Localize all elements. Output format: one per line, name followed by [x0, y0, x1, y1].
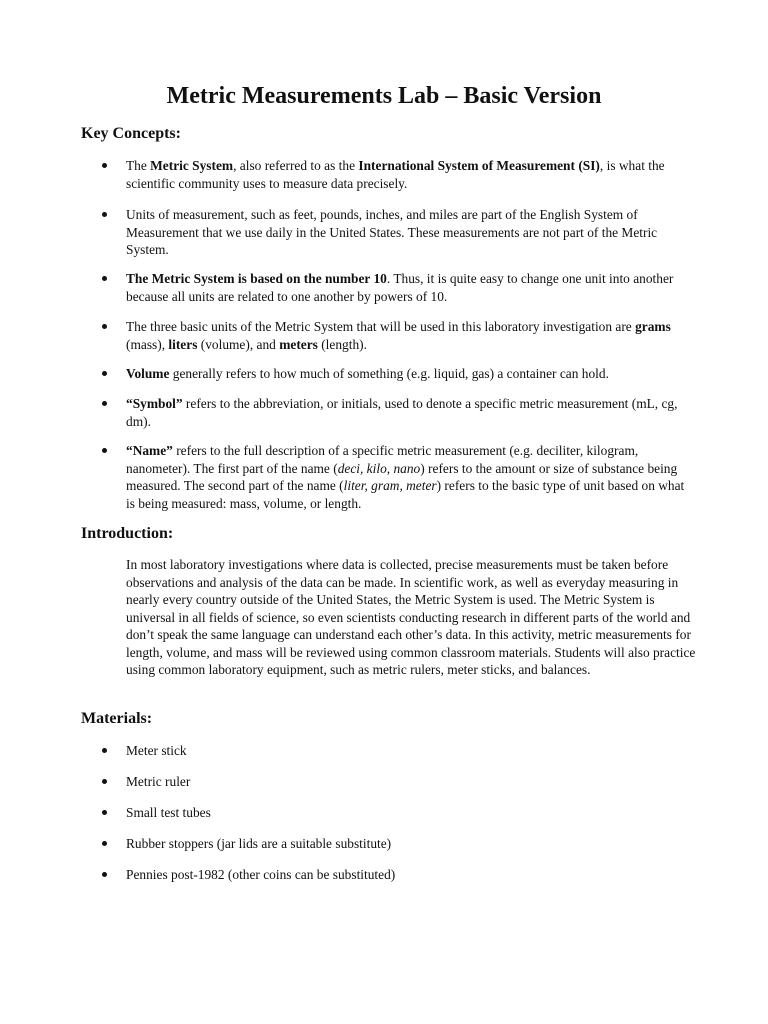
bullet-icon [102, 324, 107, 329]
list-item-text: Rubber stoppers (jar lids are a suitable substitute) [126, 836, 392, 851]
bullet-icon [102, 212, 107, 217]
list-item [102, 206, 692, 259]
list-item-text: Metric ruler [126, 774, 191, 789]
list-item-text: Small test tubes [126, 805, 211, 820]
list-item [102, 442, 692, 512]
bullet-icon [102, 779, 107, 784]
list-item-text: Volume generally refers to how much of something (e.g. liquid, gas) a container can hold. [126, 366, 609, 381]
bullet-icon [102, 371, 107, 376]
bullet-icon [102, 748, 107, 753]
bullet-icon [102, 810, 107, 815]
list-item-text: The Metric System is based on the number 10. Thus, it is quite easy to change one unit into another because all units are related to one another by powers of 10. [126, 271, 674, 304]
list-item [102, 804, 692, 822]
materials-heading: Materials: [81, 710, 153, 727]
bullet-icon [102, 401, 107, 406]
list-item-text: The Metric System, also referred to as the International System of Measurement (SI), is what the scientific community uses to measure data precisely. [126, 158, 665, 191]
bullet-icon [102, 163, 107, 168]
list-item-text: Meter stick [126, 743, 187, 758]
list-item [102, 270, 692, 305]
introduction-heading: Introduction: [81, 525, 174, 542]
list-item [102, 318, 692, 353]
bullet-icon [102, 276, 107, 281]
list-item [102, 157, 692, 192]
list-item [102, 866, 692, 884]
document-title: Metric Measurements Lab – Basic Version [166, 83, 602, 109]
list-item [102, 395, 692, 430]
bullet-icon [102, 841, 107, 846]
list-item-text: “Symbol” refers to the abbreviation, or initials, used to denote a specific metric measurement (mL, cg, dm). [126, 396, 678, 429]
key-concepts-heading: Key Concepts: [81, 125, 181, 142]
bullet-icon [102, 448, 107, 453]
bullet-icon [102, 872, 107, 877]
list-item-text: “Name” refers to the full description of a specific metric measurement (e.g. deciliter, kilogram, nanometer). The first part of the name (deci, kilo, nano) refers to the amount or size of substance being measured. The second part of the name (liter, gram, meter) refers to the basic type of unit based on what is being measured: mass, volume, or length. [126, 443, 685, 511]
list-item [102, 742, 692, 760]
list-item-text: Units of measurement, such as feet, pounds, inches, and miles are part of the English System of Measurement that we use daily in the United States. These measurements are not part of the Metric System. [126, 207, 658, 257]
list-item [102, 773, 692, 791]
list-item [102, 835, 692, 853]
list-item-text: Pennies post-1982 (other coins can be substituted) [126, 867, 396, 882]
list-item [102, 365, 692, 383]
introduction-paragraph: In most laboratory investigations where data is collected, precise measurements must be taken before observations and analysis of the data can be made. In scientific work, as well as everyday measuring in nearly every country outside of the United States, the Metric System is used. The Metric System is universal in all fields of science, so even scientists conducting research in different parts of the world and don’t speak the same language can understand each other’s data. In this activity, metric measurements for length, volume, and mass will be reviewed using common classroom materials. Students will also practice using common laboratory equipment, such as metric rulers, meter sticks, and balances. [126, 557, 696, 677]
list-item-text: The three basic units of the Metric System that will be used in this laboratory investigation are grams (mass), liters (volume), and meters (length). [126, 319, 671, 352]
